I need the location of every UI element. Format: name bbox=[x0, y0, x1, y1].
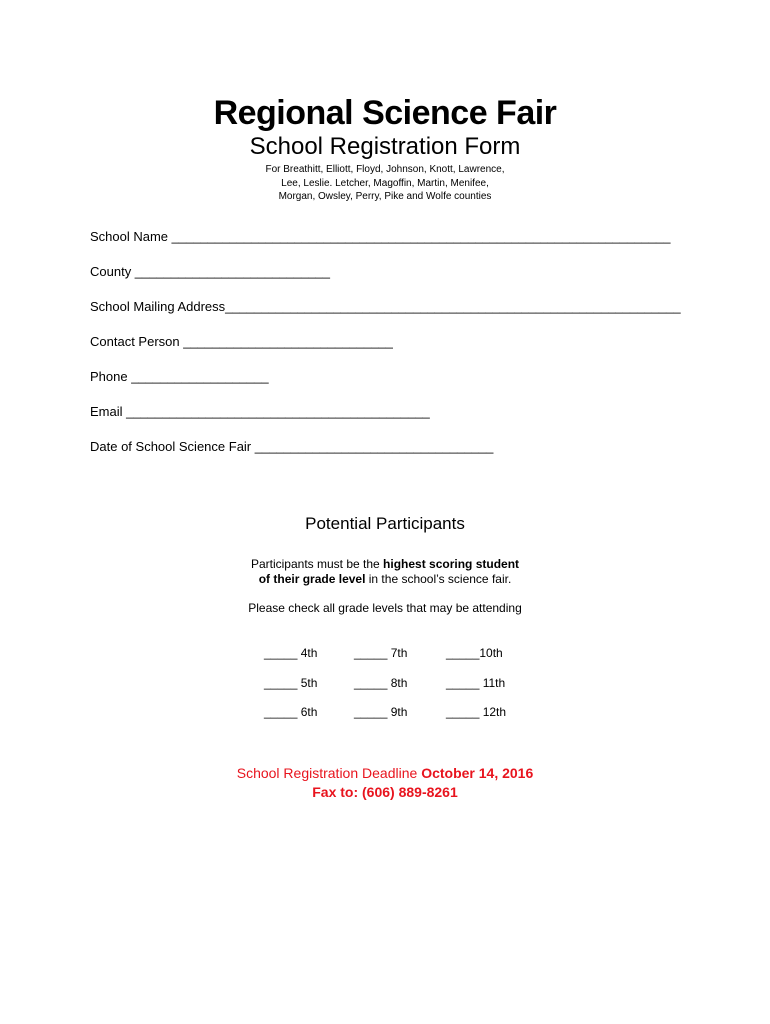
registration-deadline bbox=[0, 765, 770, 781]
counties-line: Lee, Leslie. Letcher, Magoffin, Martin, Menifee, bbox=[281, 177, 489, 189]
school-name-field[interactable]: School Name _____________________________________________________________________ bbox=[90, 229, 671, 244]
contact-person-field[interactable]: Contact Person _____________________________ bbox=[90, 334, 393, 349]
rule-line-1 bbox=[0, 557, 770, 572]
rule-emphasis: highest scoring student bbox=[383, 557, 520, 571]
participants-rule bbox=[0, 557, 770, 587]
grade-5-checkbox[interactable]: _____ 5th bbox=[264, 676, 318, 690]
grade-7-checkbox[interactable]: _____ 7th bbox=[354, 646, 408, 660]
counties-line: Morgan, Owsley, Perry, Pike and Wolfe counties bbox=[278, 191, 492, 202]
grade-6-checkbox[interactable]: _____ 6th bbox=[264, 705, 318, 719]
phone-field[interactable]: Phone ___________________ bbox=[90, 369, 269, 384]
email-field[interactable]: Email __________________________________________ bbox=[90, 404, 430, 419]
rule-line-2 bbox=[0, 572, 770, 587]
form-title: Regional Science Fair bbox=[213, 94, 557, 132]
grade-9-checkbox[interactable]: _____ 9th bbox=[354, 705, 408, 719]
form-subtitle: School Registration Form bbox=[249, 133, 521, 160]
deadline-date: October 14, 2016 bbox=[421, 765, 534, 781]
counties-line: For Breathitt, Elliott, Floyd, Johnson, Knott, Lawrence, bbox=[265, 164, 505, 175]
grade-11-checkbox[interactable]: _____ 11th bbox=[446, 676, 506, 690]
rule-text: Participants must be the bbox=[250, 557, 384, 571]
deadline-label: School Registration Deadline bbox=[236, 765, 422, 781]
county-field[interactable]: County ___________________________ bbox=[90, 264, 331, 279]
rule-emphasis: of their grade level bbox=[258, 572, 366, 586]
grade-10-checkbox[interactable]: _____10th bbox=[446, 646, 503, 660]
grade-instruction: Please check all grade levels that may be attending bbox=[248, 601, 522, 615]
science-fair-date-field[interactable]: Date of School Science Fair _________________________________ bbox=[90, 439, 494, 454]
grade-4-checkbox[interactable]: _____ 4th bbox=[264, 646, 318, 660]
grade-12-checkbox[interactable]: _____ 12th bbox=[446, 705, 507, 719]
grade-8-checkbox[interactable]: _____ 8th bbox=[354, 676, 408, 690]
mailing-address-field[interactable]: School Mailing Address_______________________________________________________________ bbox=[90, 299, 681, 314]
fax-number: Fax to: (606) 889-8261 bbox=[312, 784, 458, 800]
counties-list bbox=[0, 163, 770, 204]
participants-heading: Potential Participants bbox=[305, 514, 465, 533]
rule-text: in the school’s science fair. bbox=[365, 572, 512, 586]
